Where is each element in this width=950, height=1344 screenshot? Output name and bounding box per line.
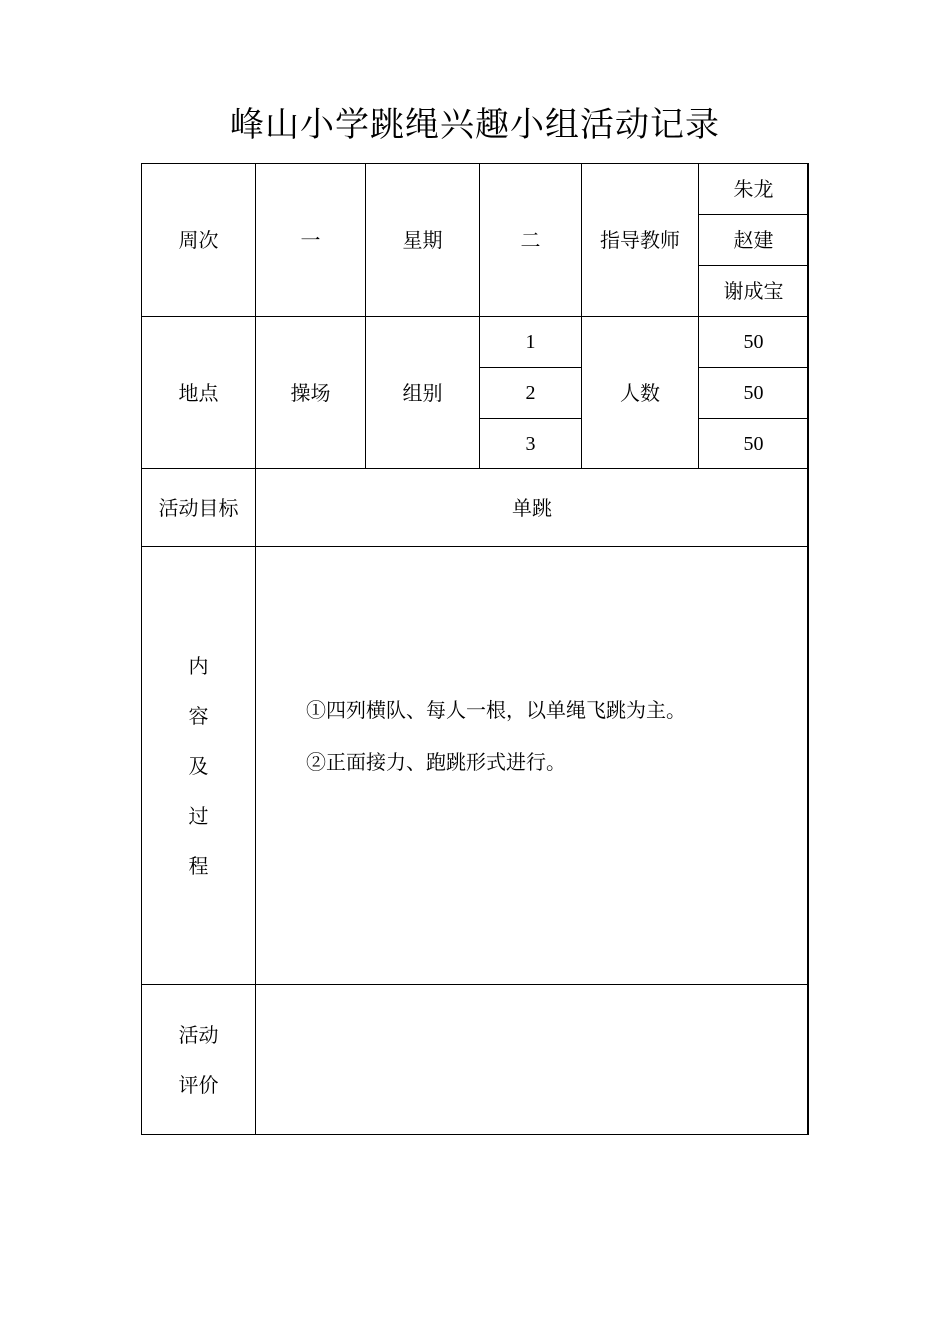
- content-label-char: 容: [188, 703, 209, 728]
- page-title: 峰山小学跳绳兴趣小组活动记录: [230, 105, 720, 145]
- teacher-label: 指导教师: [600, 228, 680, 252]
- goal-label: 活动目标: [158, 495, 239, 520]
- content-label-char: 过: [188, 803, 209, 828]
- teacher-name: 朱龙: [733, 177, 774, 201]
- count-label: 人数: [620, 380, 660, 405]
- place-value: 操场: [290, 380, 331, 405]
- content-body: [306, 684, 686, 788]
- count-value: 50: [743, 331, 764, 353]
- group-number: 2: [525, 382, 536, 404]
- group-number: 3: [525, 432, 536, 455]
- group-label: 组别: [402, 380, 443, 405]
- content-label-char: 及: [188, 753, 209, 778]
- day-label: 星期: [402, 228, 443, 252]
- content-line: ②正面接力、跑跳形式进行。: [306, 750, 566, 774]
- count-value: 50: [743, 382, 764, 404]
- group-number: 1: [525, 331, 536, 353]
- content-line: ①四列横队、每人一根，以单绳飞跳为主。: [306, 698, 686, 722]
- week-value: 一: [300, 228, 321, 252]
- content-label-char: 内: [188, 653, 209, 678]
- week-label: 周次: [178, 228, 219, 252]
- goal-value: 单跳: [512, 495, 552, 520]
- place-label: 地点: [178, 380, 219, 405]
- evaluation-label: [142, 985, 255, 1135]
- teacher-name: 赵建: [733, 228, 774, 252]
- day-value: 二: [520, 228, 541, 252]
- teacher-name: 谢成宝: [723, 279, 784, 303]
- evaluation-label-line: 活动: [178, 1023, 219, 1047]
- content-label-char: 程: [188, 853, 209, 878]
- content-label: [142, 547, 255, 984]
- evaluation-label-line: 评价: [178, 1073, 219, 1097]
- count-value: 50: [743, 432, 764, 455]
- evaluation-value: [256, 985, 808, 1135]
